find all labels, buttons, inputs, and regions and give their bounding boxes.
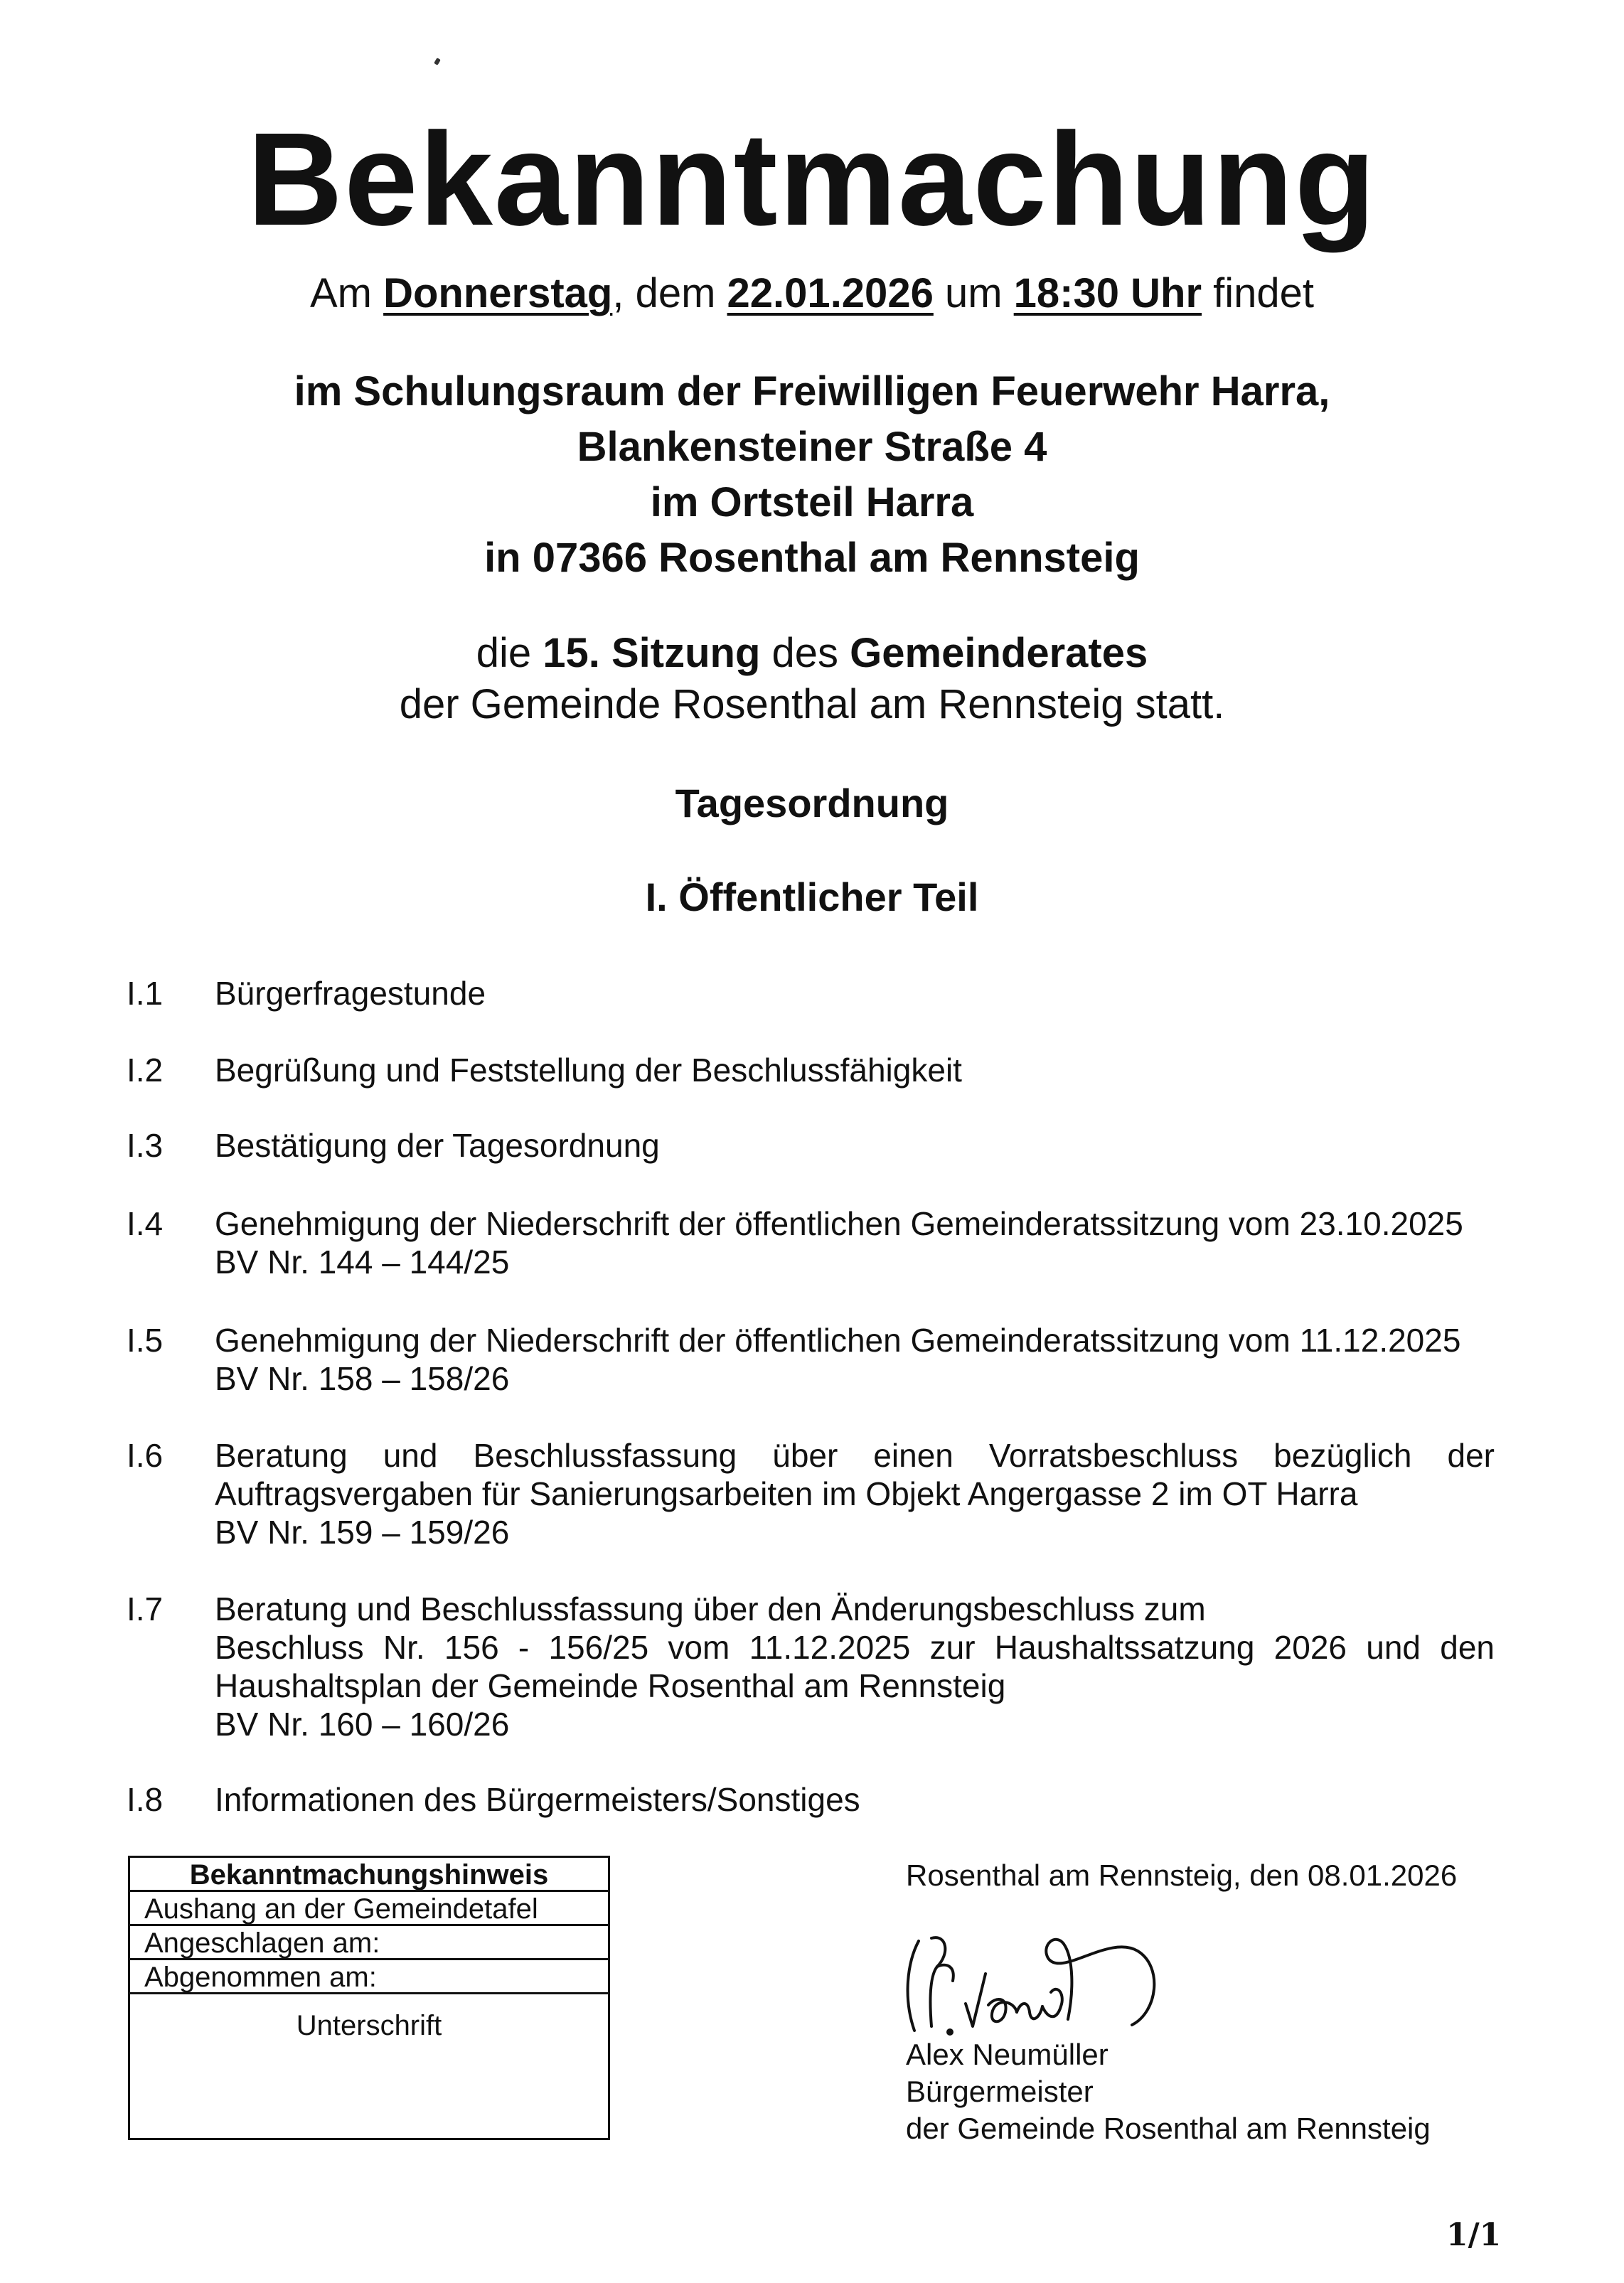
intro-suffix: findet xyxy=(1213,270,1315,316)
agenda-item xyxy=(215,974,1495,1012)
session-line-2: der Gemeinde Rosenthal am Rennsteig statt. xyxy=(399,681,1225,727)
agenda-item-line: Beratung und Beschlussfassung über den Änderungsbeschluss zum xyxy=(215,1590,1206,1627)
meeting-time: 18:30 Uhr xyxy=(1013,270,1202,316)
notice-box-row-posted-on: Angeschlagen am: xyxy=(130,1926,608,1960)
notice-box-signature-label: Unterschrift xyxy=(296,2010,442,2041)
agenda-item-line: Beschluss Nr. 156 - 156/25 vom 11.12.2025 zur Haushaltssatzung 2026 und den xyxy=(215,1629,1495,1666)
agenda-item-number: I.1 xyxy=(127,975,164,1012)
agenda-item-line: Beratung und Beschlussfassung über einen Vorratsbeschluss bezüglich der xyxy=(215,1437,1495,1474)
agenda-item-line: BV Nr. 159 – 159/26 xyxy=(215,1514,510,1551)
agenda-item-line: BV Nr. 144 – 144/25 xyxy=(215,1244,510,1280)
venue-line-3: im Ortsteil Harra xyxy=(650,479,974,525)
agenda-item xyxy=(215,1051,1495,1089)
agenda-item-line: Bestätigung der Tagesordnung xyxy=(215,1127,660,1164)
document-title: Bekanntmachung xyxy=(247,106,1377,253)
intro-um: um xyxy=(944,270,1003,316)
agenda-item xyxy=(215,1204,1495,1281)
agenda-item-number: I.7 xyxy=(127,1590,164,1627)
agenda-item-line: Genehmigung der Niederschrift der öffentlichen Gemeinderatssitzung vom 11.12.2025 xyxy=(215,1322,1461,1359)
mayor-signature xyxy=(882,1913,1180,2048)
venue-line-4: in 07366 Rosenthal am Rennsteig xyxy=(484,535,1140,581)
agenda-heading: Tagesordnung xyxy=(675,781,949,825)
agenda-item-number: I.2 xyxy=(127,1052,164,1089)
agenda-item-line: Informationen des Bürgermeisters/Sonstiges xyxy=(215,1781,860,1818)
agenda-item-number: I.3 xyxy=(127,1127,164,1164)
agenda-item-number: I.8 xyxy=(127,1781,164,1818)
agenda-item xyxy=(215,1436,1495,1551)
agenda-item-line: BV Nr. 160 – 160/26 xyxy=(215,1706,510,1743)
agenda-item xyxy=(215,1780,1495,1819)
agenda-item-line: Auftragsvergaben für Sanierungsarbeiten im Objekt Angergasse 2 im OT Harra xyxy=(215,1475,1358,1512)
venue-line-2: Blankensteiner Straße 4 xyxy=(577,424,1047,470)
session-council: Gemeinderates xyxy=(850,630,1148,676)
notice-box-row-removed-on: Abgenommen am: xyxy=(130,1960,608,1994)
intro-dem: , dem xyxy=(612,270,716,316)
session-die: die xyxy=(476,630,532,676)
agenda-item xyxy=(215,1321,1495,1398)
venue-line-1: im Schulungsraum der Freiwilligen Feuerwehr Harra, xyxy=(294,368,1330,415)
meeting-weekday: Donnerstag xyxy=(383,270,613,316)
agenda-item-line: Begrüßung und Feststellung der Beschlussfähigkeit xyxy=(215,1052,962,1089)
session-des: des xyxy=(771,630,839,676)
session-line-1 xyxy=(0,630,1624,678)
notice-box-row-posting: Aushang an der Gemeindetafel xyxy=(130,1892,608,1926)
page-number: 1/1 xyxy=(1446,2217,1502,2253)
meeting-date-line xyxy=(0,270,1624,318)
meeting-date: 22.01.2026 xyxy=(727,270,934,316)
agenda-item-line: Haushaltsplan der Gemeinde Rosenthal am Rennsteig xyxy=(215,1667,1006,1704)
mayor-role: Bürgermeister xyxy=(906,2075,1094,2108)
session-number: 15. Sitzung xyxy=(543,630,761,676)
intro-prefix: Am xyxy=(309,270,372,316)
mayor-name: Alex Neumüller xyxy=(906,2038,1109,2071)
agenda-section-heading: I. Öffentlicher Teil xyxy=(645,875,979,919)
place-and-date: Rosenthal am Rennsteig, den 08.01.2026 xyxy=(906,1859,1458,1892)
scan-speck xyxy=(434,58,441,65)
agenda-item-number: I.4 xyxy=(127,1205,164,1242)
agenda-item xyxy=(215,1126,1495,1165)
agenda-item-line: Genehmigung der Niederschrift der öffentlichen Gemeinderatssitzung vom 23.10.2025 xyxy=(215,1205,1463,1242)
agenda-item-line: BV Nr. 158 – 158/26 xyxy=(215,1360,510,1397)
notice-box-heading: Bekanntmachungshinweis xyxy=(130,1858,608,1892)
notice-box xyxy=(128,1856,610,2140)
agenda-item-line: Bürgerfragestunde xyxy=(215,975,486,1012)
agenda-item-number: I.6 xyxy=(127,1437,164,1474)
mayor-organisation: der Gemeinde Rosenthal am Rennsteig xyxy=(906,2112,1431,2145)
agenda-item-number: I.5 xyxy=(127,1322,164,1359)
agenda-item xyxy=(215,1590,1495,1743)
